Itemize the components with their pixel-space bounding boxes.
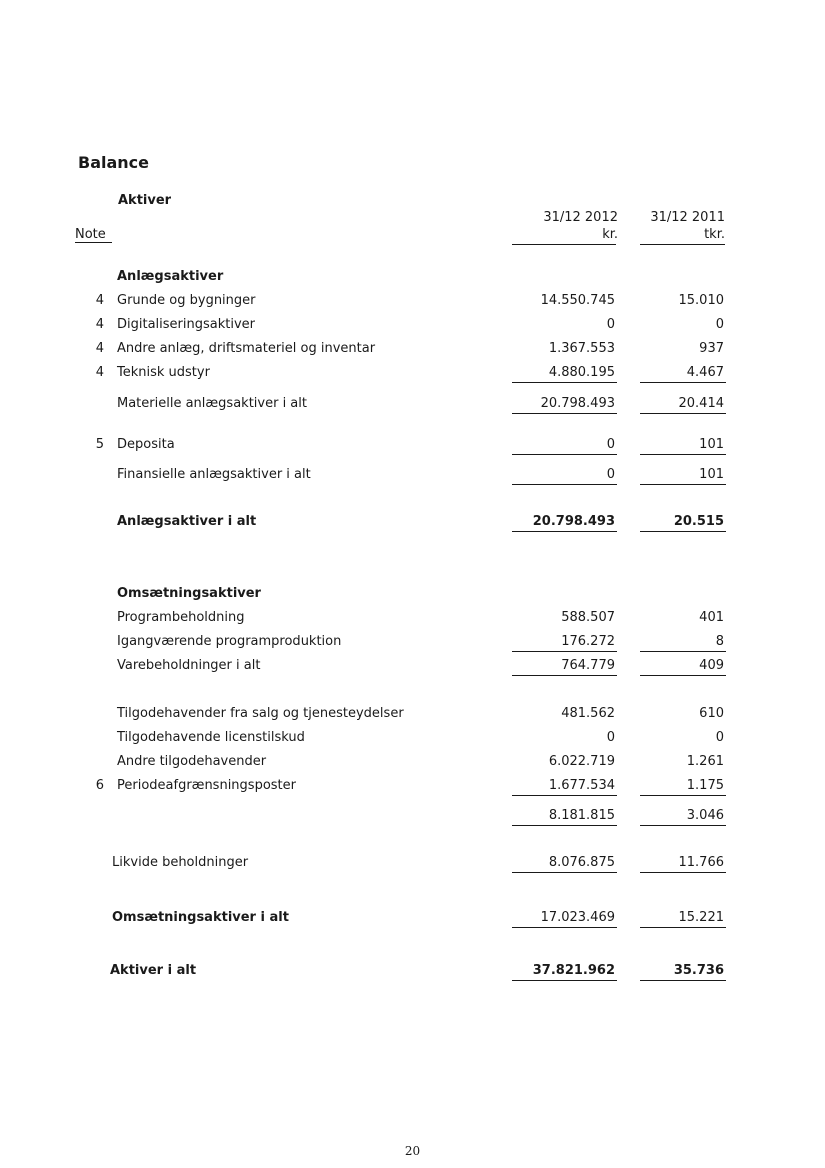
row-value-2012: 0	[606, 317, 615, 332]
underline	[640, 675, 726, 676]
row-label: Deposita	[117, 437, 175, 452]
row-value-2011: 937	[699, 341, 724, 356]
underline	[640, 980, 726, 981]
row-value-2012: 176.272	[561, 634, 615, 649]
row-value-2012: 20.798.493	[540, 396, 615, 411]
table-row	[0, 634, 825, 652]
column-unit-2011: tkr.	[704, 227, 725, 242]
underline	[640, 795, 726, 796]
row-value-2012: 4.880.195	[548, 365, 615, 380]
row-value-2012: 0	[606, 467, 615, 482]
table-row	[0, 754, 825, 772]
row-value-2012: 0	[606, 730, 615, 745]
table-row	[0, 317, 825, 335]
underline	[640, 454, 726, 455]
underline	[512, 872, 617, 873]
row-value-2012: 37.821.962	[532, 963, 615, 978]
row-value-2011: 101	[699, 437, 724, 452]
underline	[512, 651, 617, 652]
underline	[640, 651, 726, 652]
row-value-2011: 20.515	[673, 514, 724, 529]
row-label: Andre tilgodehavender	[117, 754, 267, 769]
row-note: 4	[95, 341, 104, 356]
row-value-2011: 11.766	[678, 855, 724, 870]
row-label: Materielle anlægsaktiver i alt	[117, 396, 307, 411]
row-value-2012: 1.367.553	[548, 341, 615, 356]
row-label: Teknisk udstyr	[117, 365, 210, 380]
table-row	[0, 778, 825, 796]
subtotal-row	[0, 808, 825, 826]
row-value-2012: 8.181.815	[548, 808, 615, 823]
underline	[640, 927, 726, 928]
grand-total-row	[0, 963, 825, 981]
row-note: 6	[95, 778, 104, 793]
row-value-2011: 401	[699, 610, 724, 625]
row-value-2011: 20.414	[678, 396, 724, 411]
row-note: 4	[95, 365, 104, 380]
total-row	[0, 910, 825, 928]
underline	[512, 927, 617, 928]
row-value-2011: 35.736	[673, 963, 724, 978]
row-value-2011: 610	[699, 706, 724, 721]
row-label: Tilgodehavender fra salg og tjenesteydelser	[117, 706, 404, 721]
row-note: 5	[95, 437, 104, 452]
table-row	[0, 437, 825, 455]
row-value-2012: 20.798.493	[532, 514, 615, 529]
underline	[512, 454, 617, 455]
row-value-2011: 0	[715, 317, 724, 332]
row-value-2011: 1.261	[686, 754, 724, 769]
page-number: 20	[404, 1144, 421, 1158]
row-label: Periodeafgrænsningsposter	[117, 778, 296, 793]
row-value-2012: 0	[606, 437, 615, 452]
section-anlaegsaktiver: Anlægsaktiver	[117, 269, 224, 284]
note-column-header: Note	[75, 227, 112, 243]
subtotal-row	[0, 467, 825, 485]
underline	[640, 531, 726, 532]
subtotal-row	[0, 396, 825, 414]
row-value-2012: 6.022.719	[548, 754, 615, 769]
underline	[512, 413, 617, 414]
underline	[640, 872, 726, 873]
row-label: Varebeholdninger i alt	[117, 658, 261, 673]
underline	[512, 795, 617, 796]
column-unit-2012: kr.	[602, 227, 618, 242]
subtotal-row	[0, 658, 825, 676]
column-date-2012: 31/12 2012	[543, 210, 618, 225]
section-subtitle: Aktiver	[118, 193, 172, 208]
header-underline-2012	[512, 244, 616, 245]
underline	[512, 825, 617, 826]
row-label: Igangværende programproduktion	[117, 634, 342, 649]
row-label: Finansielle anlægsaktiver i alt	[117, 467, 311, 482]
row-value-2012: 8.076.875	[548, 855, 615, 870]
row-value-2011: 0	[715, 730, 724, 745]
underline	[640, 382, 726, 383]
row-value-2012: 481.562	[561, 706, 615, 721]
underline	[512, 675, 617, 676]
row-label: Anlægsaktiver i alt	[117, 514, 257, 529]
table-row	[0, 610, 825, 628]
row-label: Grunde og bygninger	[117, 293, 256, 308]
table-row	[0, 293, 825, 311]
row-value-2012: 14.550.745	[540, 293, 615, 308]
table-row	[0, 855, 825, 873]
row-label: Programbeholdning	[117, 610, 245, 625]
underline	[640, 484, 726, 485]
row-value-2012: 17.023.469	[540, 910, 615, 925]
total-row	[0, 514, 825, 532]
underline	[512, 382, 617, 383]
underline	[640, 825, 726, 826]
row-value-2011: 3.046	[686, 808, 724, 823]
row-value-2011: 1.175	[686, 778, 724, 793]
page-title: Balance	[78, 153, 149, 172]
underline	[512, 980, 617, 981]
table-row	[0, 341, 825, 359]
underline	[640, 413, 726, 414]
row-value-2011: 4.467	[686, 365, 724, 380]
row-value-2011: 409	[699, 658, 724, 673]
table-row	[0, 365, 825, 383]
column-date-2011: 31/12 2011	[650, 210, 725, 225]
table-row	[0, 706, 825, 724]
header-underline-2011	[640, 244, 725, 245]
row-value-2011: 8	[715, 634, 724, 649]
row-value-2011: 15.010	[678, 293, 724, 308]
row-note: 4	[95, 317, 104, 332]
row-label: Likvide beholdninger	[112, 855, 249, 870]
underline	[512, 484, 617, 485]
row-note: 4	[95, 293, 104, 308]
row-label: Andre anlæg, driftsmateriel og inventar	[117, 341, 376, 356]
row-value-2011: 101	[699, 467, 724, 482]
row-value-2012: 588.507	[561, 610, 615, 625]
section-omsaetningsaktiver: Omsætningsaktiver	[117, 586, 261, 601]
row-value-2012: 764.779	[561, 658, 615, 673]
row-label: Digitaliseringsaktiver	[117, 317, 256, 332]
table-row	[0, 730, 825, 748]
row-label: Aktiver i alt	[110, 963, 197, 978]
row-value-2012: 1.677.534	[548, 778, 615, 793]
row-label: Tilgodehavende licenstilskud	[117, 730, 305, 745]
row-value-2011: 15.221	[678, 910, 724, 925]
underline	[512, 531, 617, 532]
row-label: Omsætningsaktiver i alt	[112, 910, 289, 925]
